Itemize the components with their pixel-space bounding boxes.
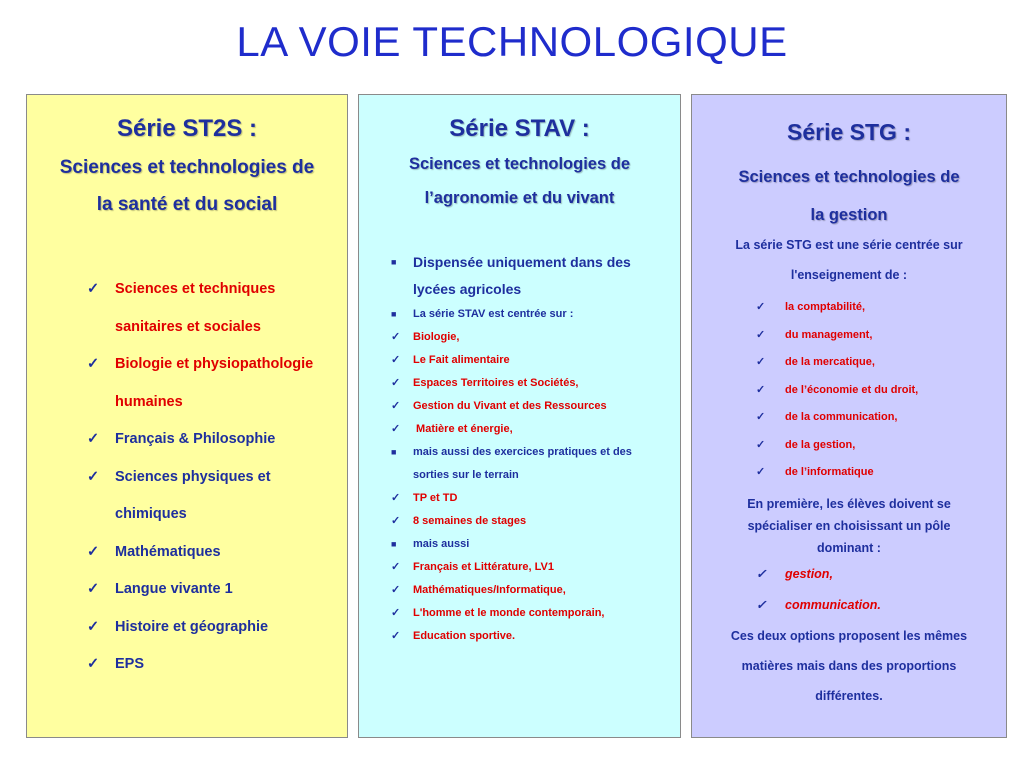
- stg-subtitle: [692, 154, 1006, 230]
- st2s-subject-list: [27, 271, 347, 684]
- stg-closing-line: différentes.: [815, 688, 883, 703]
- list-item-text: TP et TD: [413, 492, 458, 504]
- check-icon: ✓: [756, 466, 766, 478]
- list-item: [692, 294, 1006, 322]
- stav-subtitle-line: l’agronomie et du vivant: [424, 189, 615, 207]
- list-item: [359, 579, 680, 602]
- list-item-text: mais aussi: [413, 538, 470, 550]
- check-icon: ✓: [87, 581, 100, 597]
- list-item: [692, 322, 1006, 350]
- list-item-text: Education sportive.: [413, 630, 516, 642]
- stav-panel: [358, 94, 681, 738]
- list-item-text: EPS: [115, 656, 145, 672]
- list-item: [692, 459, 1006, 487]
- list-item-text: sorties sur le terrain: [413, 469, 519, 481]
- list-item: [359, 625, 680, 648]
- check-icon: ✓: [87, 618, 100, 635]
- check-icon: ✓: [756, 597, 767, 612]
- list-item-text: Sciences physiques et: [115, 468, 271, 485]
- check-icon: ✓: [756, 356, 766, 368]
- list-item: [359, 326, 680, 349]
- st2s-heading: Série ST2S :: [116, 115, 258, 142]
- list-item-text: La série STAV est centrée sur :: [413, 308, 574, 320]
- check-icon: ✓: [87, 543, 100, 560]
- check-icon: ✓: [391, 331, 401, 343]
- list-item-text: communication.: [785, 597, 881, 612]
- check-icon: ✓: [87, 281, 100, 297]
- list-item-text: Le Fait alimentaire: [413, 354, 510, 366]
- stg-closing-text: [692, 621, 1006, 711]
- check-icon: ✓: [87, 468, 100, 485]
- list-item: [27, 271, 347, 346]
- check-icon: ✓: [756, 566, 767, 581]
- stav-subtitle: [359, 147, 680, 215]
- page-title: LA VOIE TECHNOLOGIQUE: [236, 18, 788, 65]
- check-icon: ✓: [391, 400, 401, 412]
- list-item-text: Langue vivante 1: [115, 581, 233, 597]
- list-item-text: chimiques: [115, 506, 187, 522]
- list-item-text: Biologie,: [413, 331, 460, 343]
- stg-middle-line: En première, les élèves doivent se: [747, 496, 951, 511]
- list-item: [359, 556, 680, 579]
- stav-heading: Série STAV :: [449, 115, 590, 142]
- check-icon: ✓: [756, 328, 766, 341]
- st2s-subtitle-line: la santé et du social: [96, 194, 278, 215]
- check-icon: ✓: [756, 301, 766, 313]
- list-item: [27, 534, 347, 572]
- list-item-text: Matière et énergie,: [413, 423, 513, 435]
- stg-intro: [692, 230, 1006, 290]
- list-item-text: Français & Philosophie: [115, 431, 276, 447]
- list-item: [692, 559, 1006, 590]
- stg-closing-line: Ces deux options proposent les mêmes: [730, 628, 968, 643]
- list-item-text: gestion,: [785, 566, 833, 581]
- check-icon: ✓: [391, 584, 401, 596]
- list-item-text: L'homme et le monde contemporain,: [413, 607, 605, 619]
- list-item-text: 8 semaines de stages: [413, 515, 527, 527]
- check-icon: ✓: [87, 656, 100, 672]
- stg-intro-line: La série STG est une série centrée sur: [735, 238, 963, 252]
- stav-list: [359, 249, 680, 648]
- check-icon: ✓: [87, 356, 100, 372]
- stg-intro-line: l'enseignement de :: [790, 268, 908, 282]
- check-icon: ✓: [756, 383, 766, 396]
- stg-middle-text: [692, 493, 1006, 559]
- square-bullet-icon: ■: [391, 309, 397, 319]
- st2s-subtitle-line: Sciences et technologies de: [59, 157, 315, 178]
- check-icon: ✓: [391, 607, 401, 619]
- stg-middle-line: dominant :: [817, 540, 881, 555]
- square-bullet-icon: ■: [391, 539, 397, 549]
- stg-panel: [691, 94, 1007, 738]
- stg-heading: Série STG :: [787, 119, 911, 145]
- list-item: [359, 441, 680, 487]
- list-item-text: Dispensée uniquement dans des: [413, 254, 631, 270]
- list-item-text: Histoire et géographie: [115, 618, 269, 635]
- list-item-text: de la mercatique,: [785, 356, 875, 368]
- list-item: [359, 418, 680, 441]
- list-item: [359, 249, 680, 303]
- check-icon: ✓: [391, 354, 401, 366]
- list-item: [692, 404, 1006, 432]
- list-item: [692, 432, 1006, 460]
- check-icon: ✓: [391, 492, 401, 504]
- list-item-text: humaines: [115, 393, 183, 410]
- list-item: [27, 421, 347, 459]
- list-item-text: de l’informatique: [785, 466, 874, 478]
- list-item-text: Gestion du Vivant et des Ressources: [413, 400, 607, 412]
- list-item-text: Mathématiques: [115, 543, 221, 560]
- list-item-text: Mathématiques/Informatique,: [413, 584, 566, 596]
- list-item-text: sanitaires et sociales: [115, 318, 261, 335]
- list-item: [359, 533, 680, 556]
- list-item-text: de l’économie et du droit,: [785, 383, 919, 396]
- list-item: [27, 571, 347, 609]
- stg-subtitle-line: Sciences et technologies de: [738, 168, 960, 186]
- list-item-text: Français et Littérature, LV1: [413, 561, 555, 573]
- list-item: [692, 377, 1006, 405]
- stg-pole-list: [692, 559, 1006, 621]
- list-item: [359, 395, 680, 418]
- list-item: [359, 372, 680, 395]
- list-item: [692, 349, 1006, 377]
- check-icon: ✓: [391, 423, 401, 435]
- list-item-text: Sciences et techniques: [115, 281, 276, 297]
- list-item-text: Biologie et physiopathologie: [115, 356, 314, 372]
- list-item-text: la comptabilité,: [785, 301, 866, 313]
- list-item: [27, 609, 347, 647]
- list-item: [359, 303, 680, 326]
- list-item: [692, 590, 1006, 621]
- list-item-text: mais aussi des exercices pratiques et des: [413, 446, 632, 458]
- check-icon: ✓: [391, 377, 401, 389]
- list-item-text: du management,: [785, 328, 873, 341]
- stg-middle-line: spécialiser en choisissant un pôle: [747, 518, 951, 533]
- st2s-subtitle: [27, 149, 347, 223]
- square-bullet-icon: ■: [391, 257, 397, 267]
- list-item: [27, 646, 347, 684]
- list-item-text: lycées agricoles: [413, 281, 522, 297]
- stg-closing-line: matières mais dans des proportions: [741, 658, 957, 673]
- list-item: [27, 459, 347, 534]
- stg-subtitle-line: la gestion: [810, 206, 888, 224]
- list-item: [359, 510, 680, 533]
- check-icon: ✓: [756, 411, 766, 423]
- list-item-text: de la gestion,: [785, 438, 856, 451]
- check-icon: ✓: [87, 431, 100, 447]
- list-item: [359, 602, 680, 625]
- stav-subtitle-line: Sciences et technologies de: [409, 155, 630, 173]
- check-icon: ✓: [756, 438, 766, 451]
- list-item: [27, 346, 347, 421]
- check-icon: ✓: [391, 561, 401, 573]
- square-bullet-icon: ■: [391, 447, 397, 457]
- list-item: [359, 487, 680, 510]
- check-icon: ✓: [391, 515, 401, 527]
- list-item: [359, 349, 680, 372]
- list-item-text: de la communication,: [785, 411, 898, 423]
- check-icon: ✓: [391, 630, 401, 642]
- st2s-panel: [26, 94, 348, 738]
- list-item-text: Espaces Territoires et Sociétés,: [413, 377, 579, 389]
- stg-subject-list: [692, 294, 1006, 487]
